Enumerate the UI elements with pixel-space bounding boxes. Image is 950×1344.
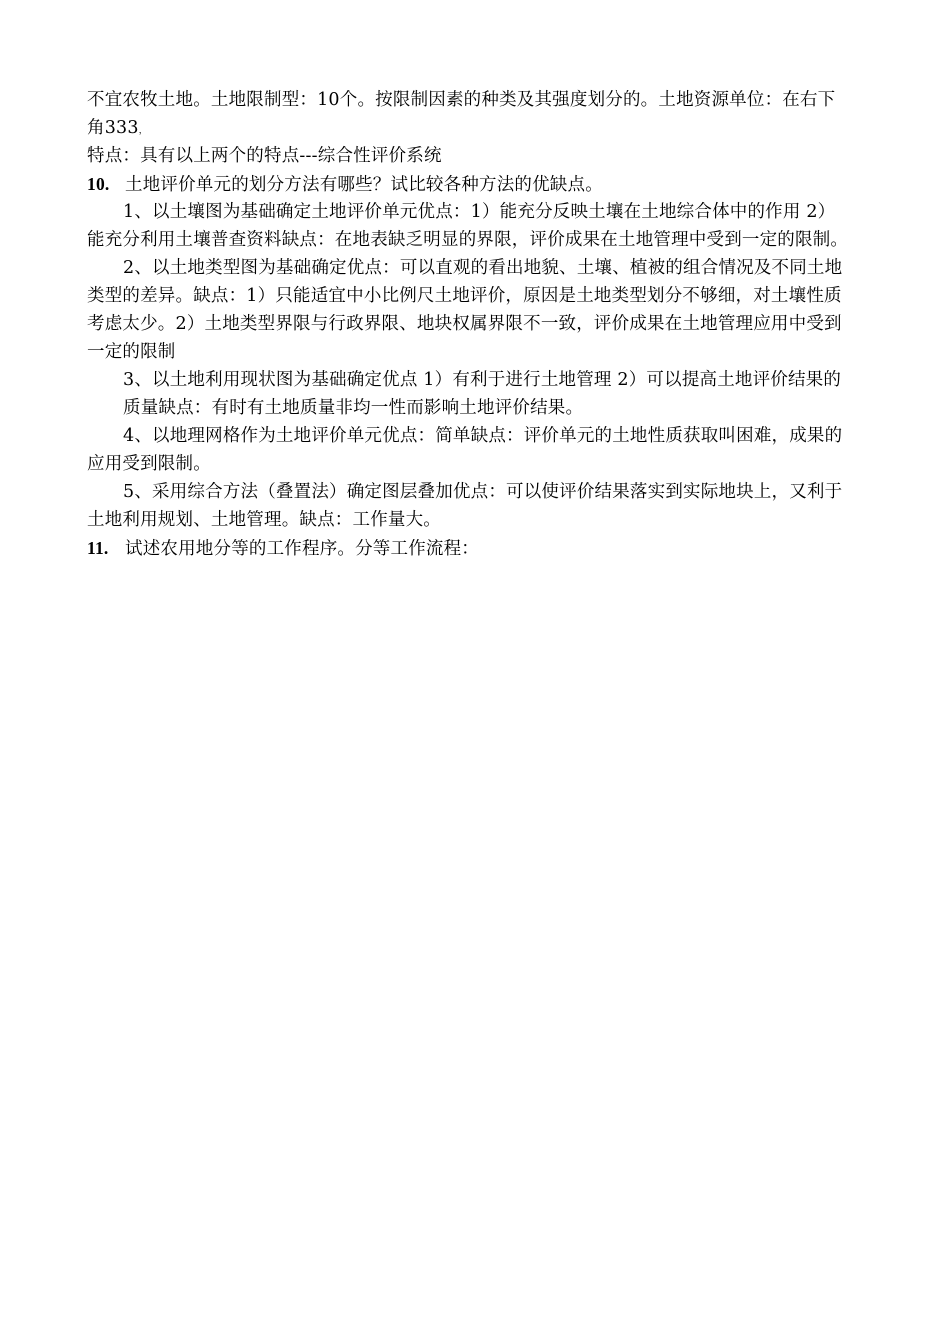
- text-line: 2、以土地类型图为基础确定优点：可以直观的看出地貌、土壤、植被的组合情况及不同土地: [123, 258, 843, 278]
- text-line: 类型的差异。缺点：1）只能适宜中小比例尺土地评价，原因是土地类型划分不够细，对土壤性质: [87, 286, 842, 306]
- text-line: 一定的限制: [87, 342, 176, 362]
- text-line: [87, 114, 907, 142]
- question-number: 10.: [87, 174, 110, 194]
- text-line: 考虑太少。2）土地类型界限与行政界限、地块权属界限不一致，评价成果在土地管理应用中受到: [87, 314, 842, 334]
- document-body: [87, 86, 907, 562]
- question-11: [87, 534, 907, 562]
- text-line: 能充分利用土壤普查资料缺点：在地表缺乏明显的界限，评价成果在土地管理中受到一定的限制。: [87, 230, 849, 250]
- question-10: [87, 170, 907, 198]
- text-line: 质量缺点：有时有土地质量非均一性而影响土地评价结果。: [123, 398, 584, 418]
- text-line: 1、以土壤图为基础确定土地评价单元优点：1）能充分反映土壤在土地综合体中的作用 2）: [123, 202, 836, 222]
- question-text: 试述农用地分等的工作程序。分等工作流程：: [125, 539, 479, 559]
- text-line-main: 角333: [87, 118, 139, 138]
- text-line: 4、以地理网格作为土地评价单元优点：简单缺点：评价单元的土地性质获取叫困难，成果的: [123, 426, 843, 446]
- text-line: 3、以土地利用现状图为基础确定优点 1）有利于进行土地管理 2）可以提高土地评价结果的: [123, 370, 842, 390]
- text-line: 土地利用规划、土地管理。缺点：工作量大。: [87, 510, 441, 530]
- question-text: 土地评价单元的划分方法有哪些？试比较各种方法的优缺点。: [125, 175, 603, 195]
- text-line: 不宜农牧土地。土地限制型：10个。按限制因素的种类及其强度划分的。土地资源单位：在右下: [87, 90, 836, 110]
- question-number: 11.: [87, 538, 109, 558]
- text-line: 应用受到限制。: [87, 454, 211, 474]
- text-line: 5、采用综合方法（叠置法）确定图层叠加优点：可以使评价结果落实到实际地块上，又利于: [123, 482, 843, 502]
- text-line-suffix: ，: [138, 126, 148, 136]
- text-line: 特点：具有以上两个的特点---综合性评价系统: [87, 146, 442, 166]
